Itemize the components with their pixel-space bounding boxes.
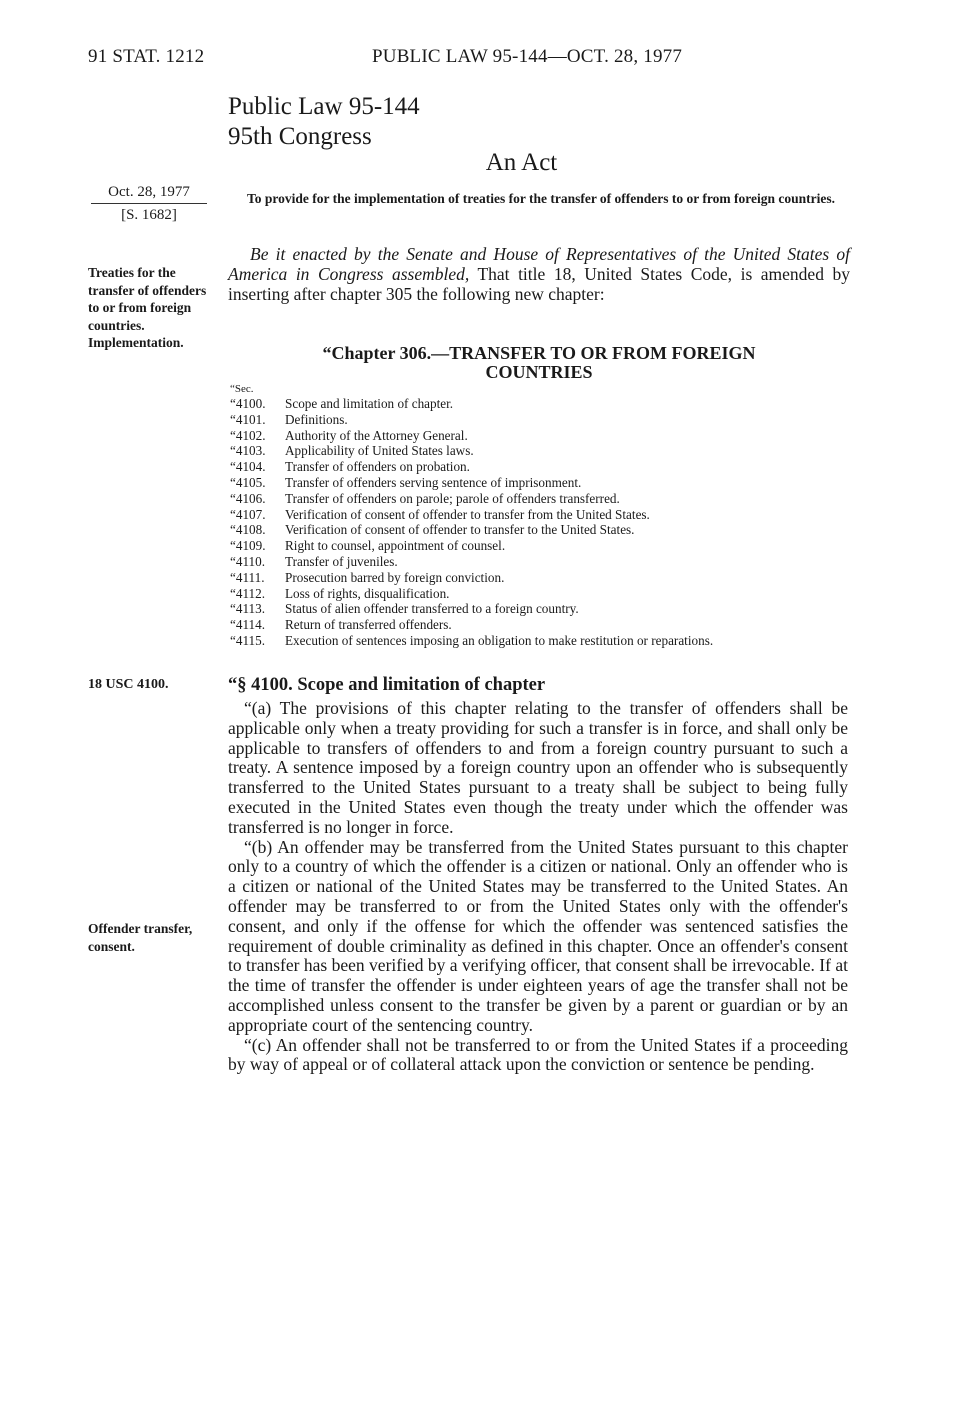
- toc-entry-number: “4108.: [230, 522, 266, 538]
- toc-entry-title: Scope and limitation of chapter.: [285, 396, 454, 411]
- enacting-clause: [228, 244, 850, 304]
- toc-entry-number: “4105.: [230, 474, 266, 490]
- toc-entry-title: Authority of the Attorney General.: [285, 427, 468, 443]
- toc-entry-title: Applicability of United States laws.: [285, 443, 474, 459]
- toc-entry-number: “4114.: [230, 617, 266, 633]
- toc-entry-title: Transfer of offenders serving sentence of imprisonment.: [285, 474, 582, 490]
- law-title-block: [228, 92, 420, 152]
- bill-number: [S. 1682]: [121, 207, 177, 223]
- toc-entry-title: Transfer of offenders on probation.: [285, 459, 470, 475]
- enacting-clause-text: That title 18, United States Code, is amended by inserting after chapter 305 the following new chapter:: [228, 264, 850, 304]
- paragraph-c: “(c) An offender shall not be transferred to or from the United States if a proceeding by way of appeal or of collateral attack upon the conviction or sentence be pending.: [228, 1034, 848, 1075]
- toc-entry: [230, 633, 852, 649]
- toc-entry-number: “4106.: [230, 490, 266, 506]
- toc-entry-title: Verification of consent of offender to transfer from the United States.: [285, 506, 650, 522]
- toc-entry-number: “4101.: [230, 411, 266, 427]
- toc-entry-number: “4110.: [230, 553, 266, 569]
- chapter-heading-line1: “Chapter 306.—TRANSFER TO OR FROM FOREIGN: [322, 343, 756, 363]
- margin-note-treaties: Treaties for the transfer of offenders to or from foreign countries. Implementation.: [88, 265, 207, 350]
- margin-note-consent: Offender transfer, consent.: [88, 921, 193, 954]
- margin-usc-citation: 18 USC 4100.: [88, 677, 169, 692]
- toc-entry: [230, 396, 852, 412]
- toc-entry-title: Verification of consent of offender to transfer to the United States.: [285, 522, 635, 538]
- toc-entry-number: “4100.: [230, 396, 266, 411]
- paragraph-b: “(b) An offender may be transferred from the United States pursuant to this chapter only to a country of which the offender is a citizen or national. Only an offender who is a citizen or national of the United States may be transferred to the United States. An offender may be transferred to or from the United States only with the offender's consent, and only if the offense for which the offender was sentenced satisfies the requirement of double criminality as defined in this chapter. Once an offender's consent to transfer has been verified by a verifying officer, that consent shall be irrevocable. If at the time of transfer the offender is under eighteen years of age the transfer shall not be accomplished unless consent to the transfer be given by a parent or guardian or by an appropriate court of the sentencing country.: [228, 836, 848, 1035]
- toc-entry: [230, 459, 852, 475]
- toc-entry-number: “4111.: [230, 569, 265, 585]
- toc-entry-title: Right to counsel, appointment of counsel.: [285, 538, 506, 554]
- enactment-date: Oct. 28, 1977: [91, 181, 207, 204]
- toc-entry-title: Loss of rights, disqualification.: [285, 585, 450, 601]
- toc-entry-number: “4107.: [230, 506, 266, 522]
- toc-entry: [230, 570, 852, 586]
- toc-entry: [230, 507, 852, 523]
- section-heading: “§ 4100. Scope and limitation of chapter: [228, 675, 546, 695]
- toc-entry: [230, 586, 852, 602]
- toc-entry-number: “4103.: [230, 443, 266, 459]
- paragraph-a: “(a) The provisions of this chapter relating to the transfer of offenders shall be applicable only when a treaty providing for such a transfer is in force, and shall only be applicable to transfers of offenders to and from a foreign country pursuant to such a treaty. A sentence imposed by a foreign country upon an offender who is subsequently transferred to the United States pursuant to a treaty shall be subject to being fully executed in the United States even though the treaty under which the offender was transferred is no longer in force.: [228, 698, 848, 837]
- toc-entry-title: Status of alien offender transferred to a foreign country.: [285, 601, 579, 617]
- toc-entry: [230, 554, 852, 570]
- margin-date-block: [88, 181, 210, 226]
- toc-entry: [230, 475, 852, 491]
- toc-entry: [230, 428, 852, 444]
- toc-entry: [230, 522, 852, 538]
- toc-entry: [230, 412, 852, 428]
- toc-entry-title: Return of transferred offenders.: [285, 617, 452, 633]
- chapter-heading-line2: COUNTRIES: [485, 362, 593, 382]
- toc-entry-title: Execution of sentences imposing an obligation to make restitution or reparations.: [285, 632, 714, 648]
- toc-entry-number: “4115.: [230, 632, 266, 648]
- toc-entry-number: “4104.: [230, 459, 266, 475]
- act-purpose: To provide for the implementation of treaties for the transfer of offenders to or from foreign countries.: [246, 191, 836, 206]
- toc-entry-number: “4113.: [230, 601, 266, 617]
- act-title: An Act: [485, 149, 558, 176]
- toc-entry-number: “4109.: [230, 538, 266, 554]
- table-of-sections: [230, 382, 852, 649]
- running-header: PUBLIC LAW 95-144—OCT. 28, 1977: [372, 46, 683, 67]
- toc-entry: [230, 601, 852, 617]
- sec-label: “Sec.: [230, 383, 254, 395]
- toc-entry: [230, 443, 852, 459]
- toc-entry-title: Transfer of juveniles.: [285, 553, 398, 569]
- enacting-clause-italic: Be it enacted by the Senate and House of Representatives of the United States of America in Congress assembled,: [228, 244, 850, 284]
- toc-entry: [230, 491, 852, 507]
- toc-entry-number: “4112.: [230, 585, 266, 601]
- toc-entry: [230, 538, 852, 554]
- page-stat-number: 91 STAT. 1212: [88, 46, 205, 67]
- toc-entry: [230, 617, 852, 633]
- section-body: [228, 699, 848, 1075]
- toc-entry-title: Prosecution barred by foreign conviction.: [285, 569, 505, 585]
- public-law-number: Public Law 95-144: [228, 93, 420, 120]
- chapter-heading: [228, 344, 850, 382]
- congress-number: 95th Congress: [228, 123, 372, 150]
- toc-entry-title: Transfer of offenders on parole; parole of offenders transferred.: [285, 490, 620, 506]
- toc-entry-title: Definitions.: [285, 411, 348, 427]
- toc-entry-number: “4102.: [230, 427, 266, 443]
